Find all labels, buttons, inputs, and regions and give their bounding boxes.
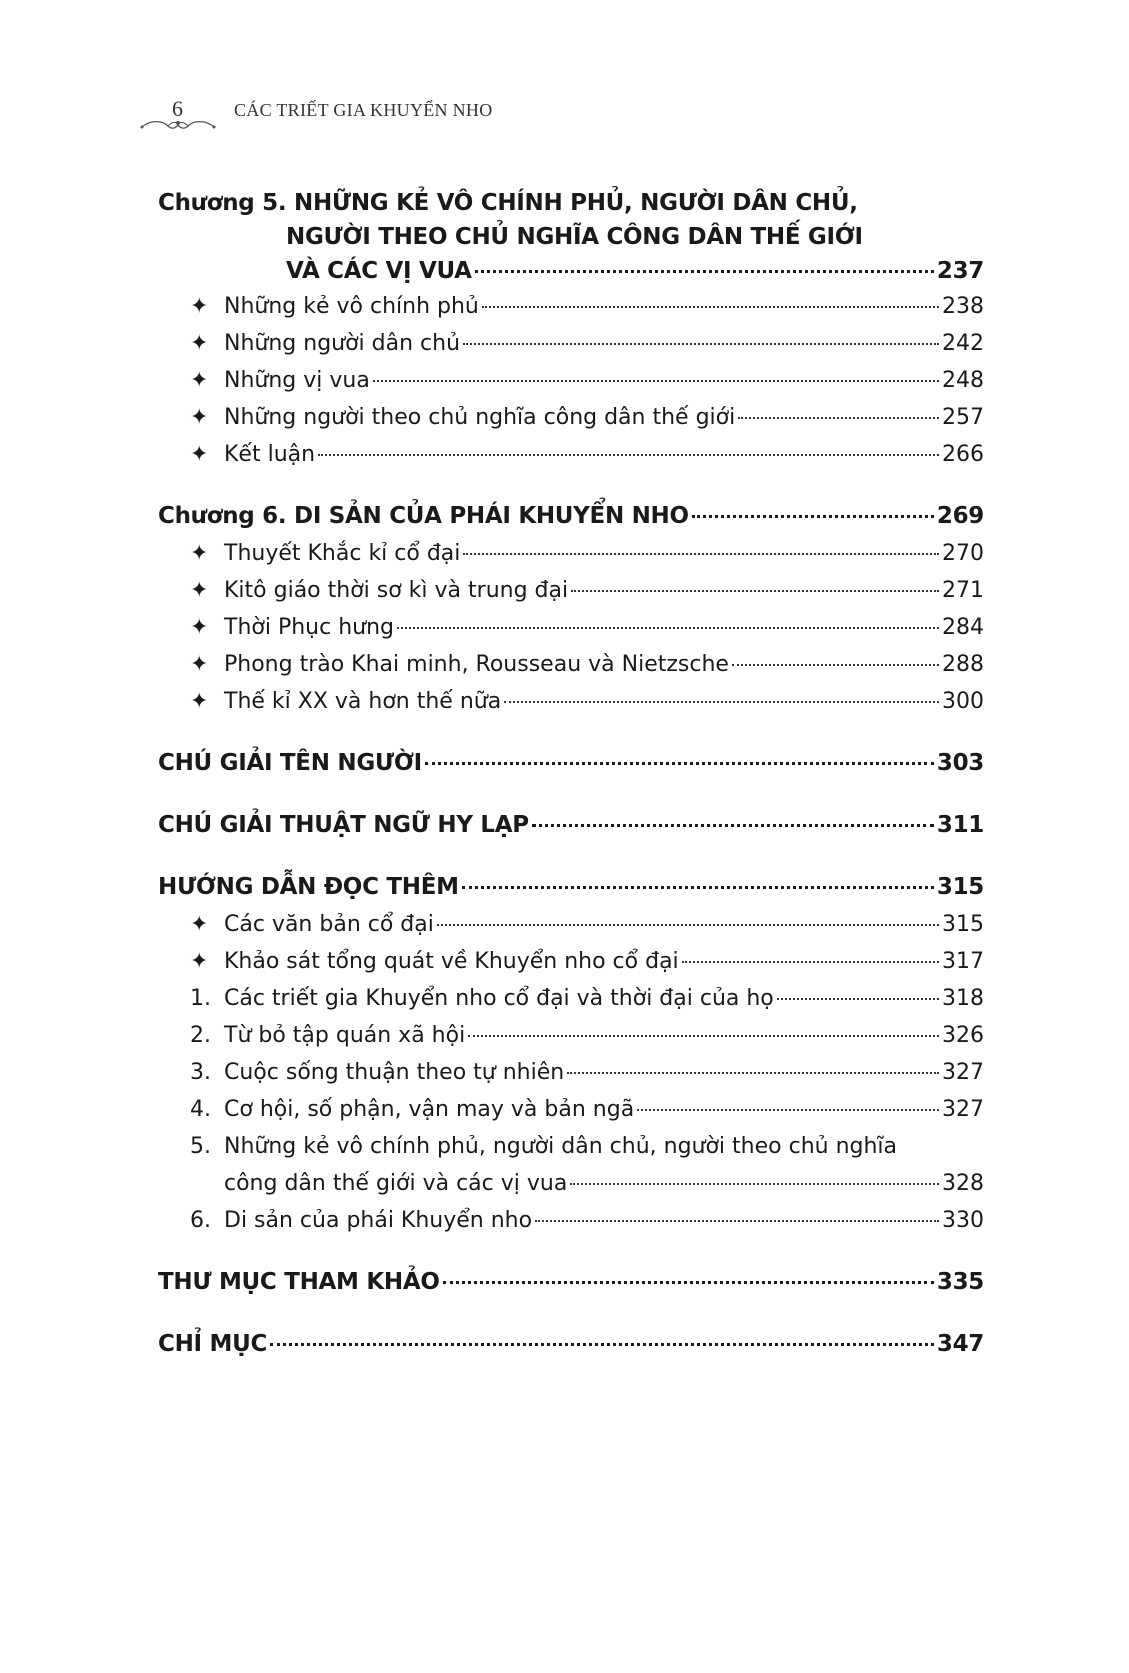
dot-leader xyxy=(462,886,934,889)
page-ref: 330 xyxy=(942,1208,984,1233)
dot-leader xyxy=(738,417,939,419)
four-point-star-icon: ✦ xyxy=(190,331,209,356)
page-ref: 328 xyxy=(942,1171,984,1196)
page-ref: 327 xyxy=(942,1060,984,1085)
toc-bibliography-entry[interactable]: THƯ MỤC THAM KHẢO 335 xyxy=(158,1264,984,1301)
item-number: 5. xyxy=(190,1134,211,1159)
toc-item[interactable]: 4. Cơ hội, số phận, vận may và bản ngã 327 xyxy=(158,1091,984,1128)
page-ref: 326 xyxy=(942,1023,984,1048)
toc-item[interactable]: 3. Cuộc sống thuận theo tự nhiên 327 xyxy=(158,1054,984,1091)
toc-item-5-line2[interactable]: công dân thế giới và các vị vua 328 xyxy=(158,1165,984,1202)
four-point-star-icon: ✦ xyxy=(190,294,209,319)
running-header xyxy=(138,96,698,146)
page-ref: 288 xyxy=(942,652,984,677)
four-point-star-icon: ✦ xyxy=(190,689,209,714)
dot-leader xyxy=(475,270,934,273)
dot-leader xyxy=(437,924,939,926)
page-number: 6 xyxy=(172,96,183,121)
page-ref: 300 xyxy=(942,689,984,714)
page-ref: 315 xyxy=(942,912,984,937)
ornament-flourish-icon xyxy=(138,118,218,132)
page-ref: 266 xyxy=(942,442,984,467)
page-ref: 318 xyxy=(942,986,984,1011)
page-ref: 317 xyxy=(942,949,984,974)
toc-chapter-5-title-line2[interactable]: NGƯỜI THEO CHỦ NGHĨA CÔNG DÂN THẾ GIỚI xyxy=(286,224,863,250)
dot-leader xyxy=(397,627,939,629)
toc-item[interactable]: ✦ Những kẻ vô chính phủ 238 xyxy=(158,288,984,325)
page-ref: 311 xyxy=(936,812,984,838)
dot-leader xyxy=(532,824,934,827)
toc-item[interactable]: ✦ Các văn bản cổ đại 315 xyxy=(158,906,984,943)
toc-item[interactable]: ✦ Kết luận 266 xyxy=(158,436,984,473)
dot-leader xyxy=(270,1343,934,1346)
toc-item[interactable]: ✦ Thời Phục hưng 284 xyxy=(158,609,984,646)
dot-leader xyxy=(504,701,939,703)
toc-item[interactable]: ✦ Kitô giáo thời sơ kì và trung đại 271 xyxy=(158,572,984,609)
running-title: CÁC TRIẾT GIA KHUYỂN NHO xyxy=(234,100,493,120)
page-ref: 238 xyxy=(942,294,984,319)
toc-item[interactable]: 2. Từ bỏ tập quán xã hội 326 xyxy=(158,1017,984,1054)
page-ref: 327 xyxy=(942,1097,984,1122)
toc-item[interactable]: ✦ Những vị vua 248 xyxy=(158,362,984,399)
toc-item[interactable]: 1. Các triết gia Khuyển nho cổ đại và thời đại của họ 318 xyxy=(158,980,984,1017)
four-point-star-icon: ✦ xyxy=(190,652,209,677)
dot-leader xyxy=(318,454,939,456)
four-point-star-icon: ✦ xyxy=(190,912,209,937)
dot-leader xyxy=(535,1220,939,1222)
dot-leader xyxy=(777,998,939,1000)
four-point-star-icon: ✦ xyxy=(190,368,209,393)
dot-leader xyxy=(571,590,939,592)
page-ref: 284 xyxy=(942,615,984,640)
dot-leader xyxy=(443,1281,934,1284)
toc-chapter-5-title-line1[interactable]: Chương 5. NHỮNG KẺ VÔ CHÍNH PHỦ, NGƯỜI DÂN CHỦ, xyxy=(158,190,858,216)
toc-glossary-greek-entry[interactable]: CHÚ GIẢI THUẬT NGỮ HY LẠP 311 xyxy=(158,807,984,844)
toc-item-5-line1[interactable]: 5. Những kẻ vô chính phủ, người dân chủ, người theo chủ nghĩa xyxy=(158,1128,984,1165)
toc-item[interactable]: ✦ Những người dân chủ 242 xyxy=(158,325,984,362)
item-number: 1. xyxy=(190,986,211,1011)
item-number: 2. xyxy=(190,1023,211,1048)
item-number: 4. xyxy=(190,1097,211,1122)
toc-chapter-6-entry[interactable]: Chương 6. DI SẢN CỦA PHÁI KHUYỂN NHO 269 xyxy=(158,498,984,535)
page-ref: 347 xyxy=(936,1331,984,1357)
item-number: 6. xyxy=(190,1208,211,1233)
dot-leader xyxy=(692,515,934,518)
toc-item[interactable]: ✦ Khảo sát tổng quát về Khuyển nho cổ đại 317 xyxy=(158,943,984,980)
dot-leader xyxy=(732,664,939,666)
dot-leader xyxy=(682,961,939,963)
page-ref: 315 xyxy=(936,874,984,900)
dot-leader xyxy=(463,343,939,345)
toc-item[interactable]: ✦ Những người theo chủ nghĩa công dân thế giới 257 xyxy=(158,399,984,436)
four-point-star-icon: ✦ xyxy=(190,578,209,603)
dot-leader xyxy=(637,1109,939,1111)
toc-index-entry[interactable]: CHỈ MỤC 347 xyxy=(158,1326,984,1363)
toc-chapter-5-entry[interactable]: VÀ CÁC VỊ VUA 237 xyxy=(158,254,984,288)
dot-leader xyxy=(468,1035,939,1037)
dot-leader xyxy=(482,306,939,308)
page-ref: 237 xyxy=(936,258,984,284)
dot-leader xyxy=(570,1183,939,1185)
toc-further-reading-entry[interactable]: HƯỚNG DẪN ĐỌC THÊM 315 xyxy=(158,869,984,906)
four-point-star-icon: ✦ xyxy=(190,405,209,430)
toc-item[interactable]: ✦ Thuyết Khắc kỉ cổ đại 270 xyxy=(158,535,984,572)
four-point-star-icon: ✦ xyxy=(190,541,209,566)
page-ref: 335 xyxy=(936,1269,984,1295)
toc-item[interactable]: ✦ Thế kỉ XX và hơn thế nữa 300 xyxy=(158,683,984,720)
dot-leader xyxy=(463,553,939,555)
toc-item[interactable]: ✦ Phong trào Khai minh, Rousseau và Nietzsche 288 xyxy=(158,646,984,683)
dot-leader xyxy=(567,1072,939,1074)
four-point-star-icon: ✦ xyxy=(190,949,209,974)
four-point-star-icon: ✦ xyxy=(190,442,209,467)
toc-item[interactable]: 6. Di sản của phái Khuyển nho 330 xyxy=(158,1202,984,1239)
page-ref: 270 xyxy=(942,541,984,566)
page-ref: 269 xyxy=(936,503,984,529)
page-ref: 257 xyxy=(942,405,984,430)
dot-leader xyxy=(373,380,939,382)
dot-leader xyxy=(425,762,934,765)
page-ref: 303 xyxy=(936,750,984,776)
four-point-star-icon: ✦ xyxy=(190,615,209,640)
toc-glossary-names-entry[interactable]: CHÚ GIẢI TÊN NGƯỜI 303 xyxy=(158,745,984,782)
page-ref: 271 xyxy=(942,578,984,603)
page-ref: 248 xyxy=(942,368,984,393)
page-ref: 242 xyxy=(942,331,984,356)
table-of-contents xyxy=(158,186,984,1363)
item-number: 3. xyxy=(190,1060,211,1085)
